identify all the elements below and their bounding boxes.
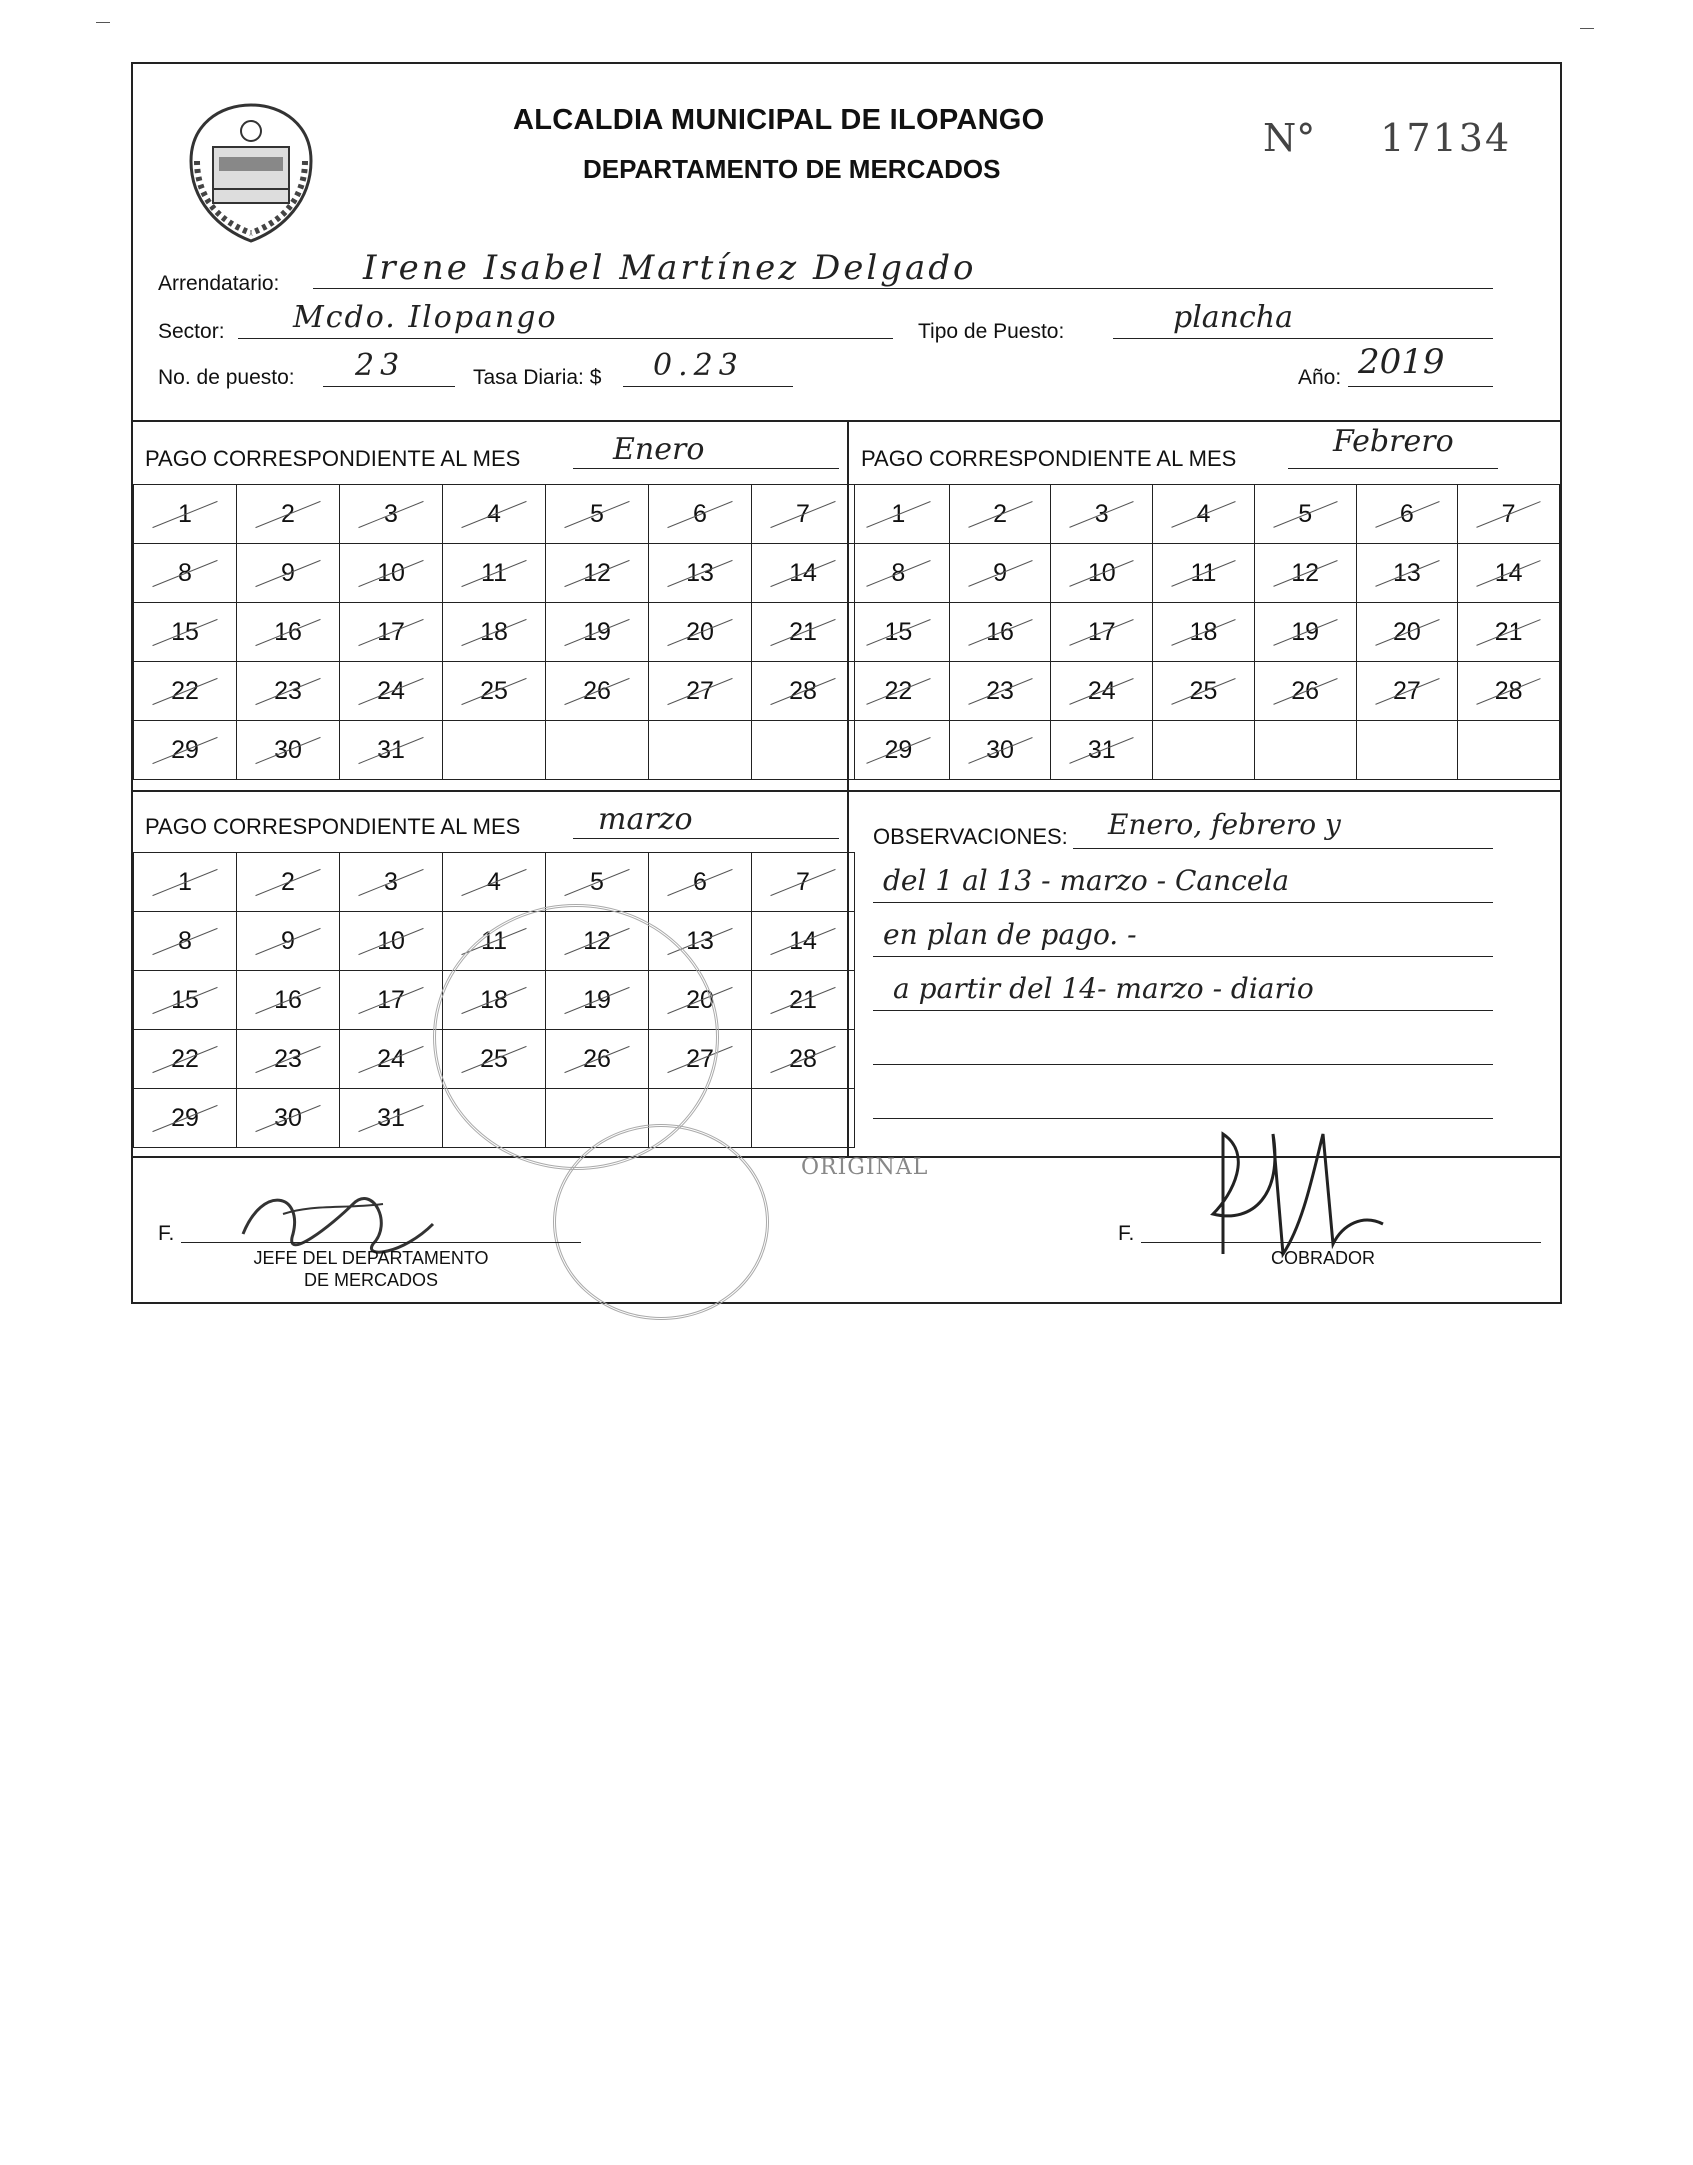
day-cell: 4: [1153, 485, 1255, 544]
day-cell: 4: [443, 853, 546, 912]
day-cell: 24: [340, 1030, 443, 1089]
page-subtitle: DEPARTAMENTO DE MERCADOS: [583, 154, 1001, 184]
day-cell: 3: [1051, 485, 1153, 544]
payment-check-mark: [667, 560, 732, 587]
day-cell: 20: [1356, 603, 1458, 662]
day-cell: 6: [649, 853, 752, 912]
day-cell: 8: [134, 544, 237, 603]
arrendatario-label: Arrendatario:: [158, 272, 280, 295]
day-cell: 16: [237, 603, 340, 662]
payment-check-mark: [866, 619, 930, 646]
day-cell: 23: [949, 662, 1051, 721]
payment-check-mark: [667, 678, 732, 705]
calendar-row: [848, 721, 1560, 780]
payment-check-mark: [770, 987, 835, 1014]
payment-check-mark: [866, 501, 930, 528]
payment-check-mark: [770, 619, 835, 646]
original-mark: ORIGINAL: [801, 1155, 929, 1180]
payment-check-mark: [866, 737, 930, 764]
month-marzo: marzo: [598, 802, 693, 837]
payment-check-mark: [1070, 560, 1134, 587]
day-cell: 5: [546, 485, 649, 544]
page-title: ALCALDIA MUNICIPAL DE ILOPANGO: [513, 104, 1045, 136]
day-cell: [1153, 721, 1255, 780]
payment-check-mark: [667, 869, 732, 896]
day-cell: 18: [1153, 603, 1255, 662]
day-cell: 17: [340, 971, 443, 1030]
payment-check-mark: [866, 560, 930, 587]
day-cell: 30: [949, 721, 1051, 780]
day-cell: 25: [443, 662, 546, 721]
day-cell: 21: [752, 603, 855, 662]
day-cell: 13: [1356, 544, 1458, 603]
day-cell: 20: [649, 603, 752, 662]
tasa-value: 0.23: [653, 348, 744, 383]
day-cell: 2: [237, 485, 340, 544]
payment-check-mark: [1070, 678, 1134, 705]
payment-check-mark: [770, 1046, 835, 1073]
payment-check-mark: [968, 737, 1032, 764]
payment-check-mark: [1375, 560, 1439, 587]
day-cell: 6: [1356, 485, 1458, 544]
day-cell: 16: [949, 603, 1051, 662]
puesto-value: 23: [355, 348, 406, 383]
payment-check-mark: [968, 560, 1032, 587]
folio-number: N° 17134: [1263, 116, 1512, 160]
anio-value: 2019: [1358, 342, 1445, 382]
day-cell: 5: [1254, 485, 1356, 544]
payment-check-mark: [358, 678, 423, 705]
day-cell: 17: [340, 603, 443, 662]
day-cell: 21: [752, 971, 855, 1030]
day-cell: 5: [546, 853, 649, 912]
day-cell: 11: [443, 912, 546, 971]
observaciones-line-4: a partir del 14- marzo - diario: [893, 972, 1314, 1005]
day-cell: 11: [1153, 544, 1255, 603]
calendar-row: [848, 544, 1560, 603]
sector-label: Sector:: [158, 320, 225, 343]
day-cell: 13: [649, 912, 752, 971]
payment-check-mark: [461, 560, 526, 587]
payment-check-mark: [564, 678, 629, 705]
day-cell: 29: [134, 721, 237, 780]
payment-check-mark: [1070, 619, 1134, 646]
day-cell: 23: [237, 662, 340, 721]
calendar-row: [848, 603, 1560, 662]
day-cell: 19: [546, 971, 649, 1030]
payment-check-mark: [564, 560, 629, 587]
payment-check-mark: [255, 1046, 320, 1073]
day-cell: [752, 721, 855, 780]
payment-check-mark: [152, 619, 217, 646]
day-cell: 18: [443, 603, 546, 662]
municipal-seal-icon: [183, 101, 319, 247]
payment-check-mark: [1477, 560, 1541, 587]
puesto-label: No. de puesto:: [158, 366, 295, 389]
payment-check-mark: [1171, 560, 1235, 587]
payment-check-mark: [152, 678, 217, 705]
payment-check-mark: [564, 869, 629, 896]
payment-check-mark: [358, 737, 423, 764]
tasa-label: Tasa Diaria: $: [473, 366, 602, 389]
payment-check-mark: [1273, 560, 1337, 587]
payment-check-mark: [152, 869, 217, 896]
day-cell: 19: [1254, 603, 1356, 662]
payment-check-mark: [152, 1105, 217, 1132]
payment-check-mark: [152, 737, 217, 764]
day-cell: 9: [237, 912, 340, 971]
observaciones-label: OBSERVACIONES:: [873, 824, 1068, 849]
payment-check-mark: [770, 869, 835, 896]
payment-check-mark: [152, 501, 217, 528]
payment-check-mark: [461, 869, 526, 896]
payment-check-mark: [255, 678, 320, 705]
day-cell: 22: [848, 662, 950, 721]
payment-check-mark: [1375, 501, 1439, 528]
payment-check-mark: [1273, 619, 1337, 646]
payment-check-mark: [1171, 678, 1235, 705]
day-cell: 15: [134, 603, 237, 662]
arrendatario-value: Irene Isabel Martínez Delgado: [363, 248, 977, 288]
observaciones-line-2: del 1 al 13 - marzo - Cancela: [883, 864, 1290, 897]
day-cell: 8: [848, 544, 950, 603]
day-cell: 14: [752, 544, 855, 603]
tipo-puesto-label: Tipo de Puesto:: [918, 320, 1065, 343]
payment-check-mark: [1070, 501, 1134, 528]
payment-check-mark: [1273, 501, 1337, 528]
calendar-grid-enero: [133, 484, 855, 780]
day-cell: 29: [134, 1089, 237, 1148]
payment-check-mark: [358, 619, 423, 646]
payment-check-mark: [968, 619, 1032, 646]
day-cell: 25: [1153, 662, 1255, 721]
calendar-row: [848, 485, 1560, 544]
payment-check-mark: [255, 501, 320, 528]
day-cell: 27: [649, 662, 752, 721]
day-cell: 14: [752, 912, 855, 971]
day-cell: 19: [546, 603, 649, 662]
day-cell: 28: [752, 662, 855, 721]
day-cell: 3: [340, 485, 443, 544]
payment-check-mark: [255, 737, 320, 764]
cobrador-f-label: F.: [1118, 1222, 1135, 1245]
calendar-grid-febrero: [847, 484, 1560, 780]
jefe-label-line-1: JEFE DEL DEPARTAMENTO: [253, 1248, 489, 1268]
payment-check-mark: [358, 560, 423, 587]
payment-check-mark: [461, 678, 526, 705]
payment-check-mark: [152, 987, 217, 1014]
tipo-puesto-value: plancha: [1173, 300, 1294, 335]
day-cell: 22: [134, 662, 237, 721]
calendar-row: [134, 544, 855, 603]
payment-check-mark: [255, 619, 320, 646]
day-cell: 10: [340, 912, 443, 971]
payment-check-mark: [358, 501, 423, 528]
payment-check-mark: [255, 928, 320, 955]
day-cell: 7: [752, 485, 855, 544]
payment-check-mark: [1171, 619, 1235, 646]
payment-check-mark: [667, 619, 732, 646]
payment-check-mark: [667, 501, 732, 528]
payment-check-mark: [358, 869, 423, 896]
calendar-row: [134, 485, 855, 544]
calendar-row: [134, 603, 855, 662]
day-cell: 28: [752, 1030, 855, 1089]
day-cell: [546, 721, 649, 780]
day-cell: 17: [1051, 603, 1153, 662]
day-cell: 30: [237, 1089, 340, 1148]
day-cell: 31: [1051, 721, 1153, 780]
day-cell: 12: [546, 912, 649, 971]
day-cell: 7: [1458, 485, 1560, 544]
month-label-febrero: PAGO CORRESPONDIENTE AL MES: [861, 446, 1237, 471]
day-cell: 12: [546, 544, 649, 603]
day-cell: 31: [340, 1089, 443, 1148]
day-cell: 18: [443, 971, 546, 1030]
payment-check-mark: [152, 560, 217, 587]
day-cell: [752, 1089, 855, 1148]
month-febrero: Febrero: [1333, 424, 1454, 459]
day-cell: [443, 721, 546, 780]
payment-check-mark: [564, 501, 629, 528]
day-cell: 26: [546, 1030, 649, 1089]
day-cell: [1254, 721, 1356, 780]
payment-check-mark: [358, 1046, 423, 1073]
day-cell: 26: [546, 662, 649, 721]
payment-check-mark: [1375, 678, 1439, 705]
payment-check-mark: [358, 987, 423, 1014]
payment-check-mark: [968, 678, 1032, 705]
anio-label: Año:: [1298, 366, 1342, 389]
payment-check-mark: [255, 560, 320, 587]
payment-check-mark: [564, 619, 629, 646]
payment-check-mark: [1375, 619, 1439, 646]
month-label-marzo: PAGO CORRESPONDIENTE AL MES: [145, 814, 521, 839]
day-cell: 2: [237, 853, 340, 912]
payment-check-mark: [255, 869, 320, 896]
calendar-row: [848, 662, 1560, 721]
payment-check-mark: [152, 1046, 217, 1073]
payment-check-mark: [461, 619, 526, 646]
day-cell: 15: [848, 603, 950, 662]
day-cell: 4: [443, 485, 546, 544]
mercados-stamp: [553, 1124, 769, 1320]
payment-check-mark: [866, 678, 930, 705]
day-cell: 1: [134, 485, 237, 544]
day-cell: 13: [649, 544, 752, 603]
payment-check-mark: [770, 501, 835, 528]
payment-check-mark: [1477, 678, 1541, 705]
observaciones-line-3: en plan de pago. -: [883, 918, 1137, 951]
day-cell: 21: [1458, 603, 1560, 662]
day-cell: 14: [1458, 544, 1560, 603]
payment-check-mark: [1477, 619, 1541, 646]
payment-check-mark: [968, 501, 1032, 528]
calendar-row: [134, 662, 855, 721]
day-cell: [1356, 721, 1458, 780]
payment-check-mark: [255, 987, 320, 1014]
day-cell: 30: [237, 721, 340, 780]
day-cell: 1: [134, 853, 237, 912]
jefe-f-label: F.: [158, 1222, 175, 1245]
day-cell: 15: [134, 971, 237, 1030]
day-cell: 9: [237, 544, 340, 603]
day-cell: 12: [1254, 544, 1356, 603]
payment-check-mark: [1171, 501, 1235, 528]
margin-mark-left: [96, 22, 110, 23]
day-cell: 6: [649, 485, 752, 544]
day-cell: 7: [752, 853, 855, 912]
day-cell: 31: [340, 721, 443, 780]
day-cell: 26: [1254, 662, 1356, 721]
day-cell: 22: [134, 1030, 237, 1089]
day-cell: 10: [1051, 544, 1153, 603]
day-cell: 27: [1356, 662, 1458, 721]
day-cell: 11: [443, 544, 546, 603]
day-cell: 28: [1458, 662, 1560, 721]
payment-check-mark: [770, 928, 835, 955]
receipt-card: [131, 62, 1562, 1304]
payment-check-mark: [1273, 678, 1337, 705]
cobrador-label: COBRADOR: [1270, 1248, 1375, 1268]
calendar-row: [134, 721, 855, 780]
day-cell: 2: [949, 485, 1051, 544]
payment-check-mark: [461, 501, 526, 528]
payment-check-mark: [770, 560, 835, 587]
day-cell: 23: [237, 1030, 340, 1089]
day-cell: 16: [237, 971, 340, 1030]
day-cell: 10: [340, 544, 443, 603]
margin-mark-right: [1580, 28, 1594, 29]
day-cell: 27: [649, 1030, 752, 1089]
day-cell: 20: [649, 971, 752, 1030]
payment-check-mark: [1070, 737, 1134, 764]
month-label-enero: PAGO CORRESPONDIENTE AL MES: [145, 446, 521, 471]
day-cell: 24: [340, 662, 443, 721]
sector-value: Mcdo. Ilopango: [293, 300, 558, 335]
day-cell: 24: [1051, 662, 1153, 721]
payment-check-mark: [770, 678, 835, 705]
observaciones-line-1: Enero, febrero y: [1108, 808, 1341, 841]
day-cell: 25: [443, 1030, 546, 1089]
day-cell: 8: [134, 912, 237, 971]
jefe-label-line-2: DE MERCADOS: [303, 1270, 438, 1290]
month-enero: Enero: [613, 432, 705, 467]
payment-check-mark: [152, 928, 217, 955]
day-cell: [1458, 721, 1560, 780]
day-cell: 9: [949, 544, 1051, 603]
payment-check-mark: [358, 928, 423, 955]
calendar-row: [134, 853, 855, 912]
day-cell: 3: [340, 853, 443, 912]
payment-check-mark: [255, 1105, 320, 1132]
day-cell: [649, 721, 752, 780]
day-cell: 29: [848, 721, 950, 780]
payment-check-mark: [1477, 501, 1541, 528]
payment-check-mark: [358, 1105, 423, 1132]
day-cell: 1: [848, 485, 950, 544]
